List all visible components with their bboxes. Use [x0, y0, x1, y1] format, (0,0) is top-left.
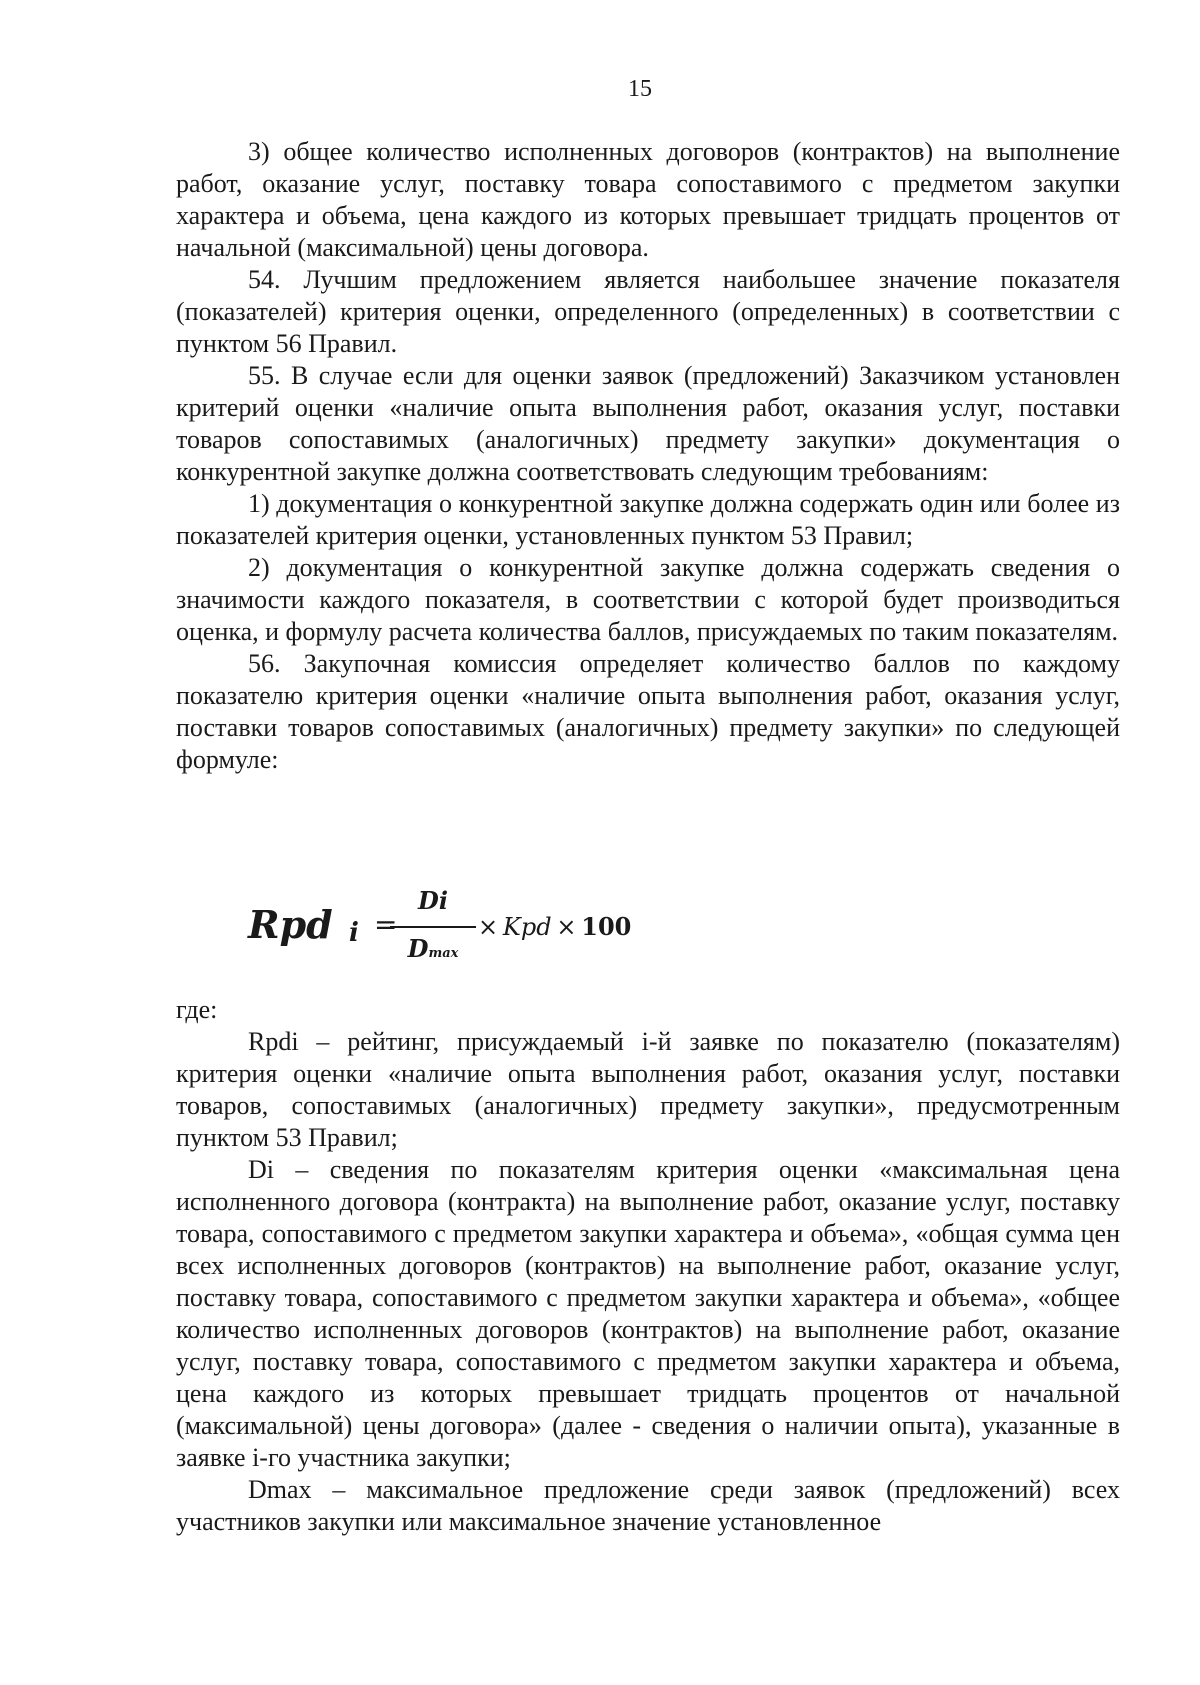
formula-denominator-base: D	[407, 934, 429, 963]
text-block-top	[176, 136, 1120, 776]
formula-denominator-subscript: max	[428, 946, 459, 961]
formula-denominator	[390, 934, 476, 963]
where-label: где:	[176, 995, 218, 1024]
paragraph: 1) документация о конкурентной закупке должна содержать один или более из показателей критерия оценки, установленных пунктом 53 Правил;	[176, 489, 1120, 550]
rating-formula	[248, 882, 748, 982]
paragraph: 56. Закупочная комиссия определяет количество баллов по каждому показателю критерия оценки «наличие опыта выполнения работ, оказания услуг, поставки товаров сопоставимых (аналогичных) предмету закупки» по следующей формуле:	[176, 649, 1120, 774]
paragraph: 2) документация о конкурентной закупке должна содержать сведения о значимости каждого показателя, в соответствии с которой будет производиться оценка, и формулу расчета количества баллов, присуждаемых по таким показателям.	[176, 553, 1120, 646]
formula-numerator: Di	[418, 886, 448, 915]
formula-times-sign: ×	[556, 913, 577, 941]
formula-times-sign: ×	[478, 913, 499, 941]
paragraph: 3) общее количество исполненных договоров (контрактов) на выполнение работ, оказание услуг, поставку товара сопоставимого с предметом закупки характера и объема, цена каждого из которых превышает тридцать процентов от начальной (максимальной) цены договора.	[176, 137, 1120, 262]
formula-coefficient: Kpd	[502, 913, 552, 941]
text-block-bottom	[176, 994, 1120, 1538]
formula-lhs: Rpd	[248, 902, 333, 947]
formula-fraction-bar	[390, 926, 476, 928]
formula-equals-sign: =	[374, 908, 398, 941]
formula-multipliers	[478, 912, 631, 941]
page-number: 15	[628, 76, 652, 102]
paragraph: 54. Лучшим предложением является наибольшее значение показателя (показателей) критерия оценки, определенного (определенных) в соответствии с пунктом 56 Правил.	[176, 265, 1120, 358]
definition-paragraph: Dmax – максимальное предложение среди заявок (предложений) всех участников закупки или максимальное значение установленное	[176, 1475, 1120, 1536]
paragraph: 55. В случае если для оценки заявок (предложений) Заказчиком установлен критерий оценки «наличие опыта выполнения работ, оказания услуг, поставки товаров сопоставимых (аналогичных) предмету закупки» документация о конкурентной закупке должна соответствовать следующим требованиям:	[176, 361, 1120, 486]
formula-lhs-subscript: i	[349, 918, 359, 948]
definition-paragraph: Rpdi – рейтинг, присуждаемый i-й заявке по показателю (показателям) критерия оценки «наличие опыта выполнения работ, оказания услуг, поставки товаров, сопоставимых (аналогичных) предмету закупки», предусмотренным пунктом 53 Правил;	[176, 1027, 1120, 1152]
definition-paragraph: Di – сведения по показателям критерия оценки «максимальная цена исполненного договора (контракта) на выполнение работ, оказание услуг, поставку товара, сопоставимого с предметом закупки характера и объема», «общая сумма цен всех исполненных договоров (контрактов) на выполнение работ, оказание услуг, поставку товара, сопоставимого с предметом закупки характера и объема», «общее количество исполненных договоров (контрактов) на выполнение работ, оказание услуг, поставку товара, сопоставимого с предметом закупки характера и объема, цена каждого из которых превышает тридцать процентов от начальной (максимальной) цены договора» (далее - сведения о наличии опыта), указанные в заявке i-го участника закупки;	[176, 1155, 1120, 1472]
formula-constant: 100	[581, 912, 632, 941]
